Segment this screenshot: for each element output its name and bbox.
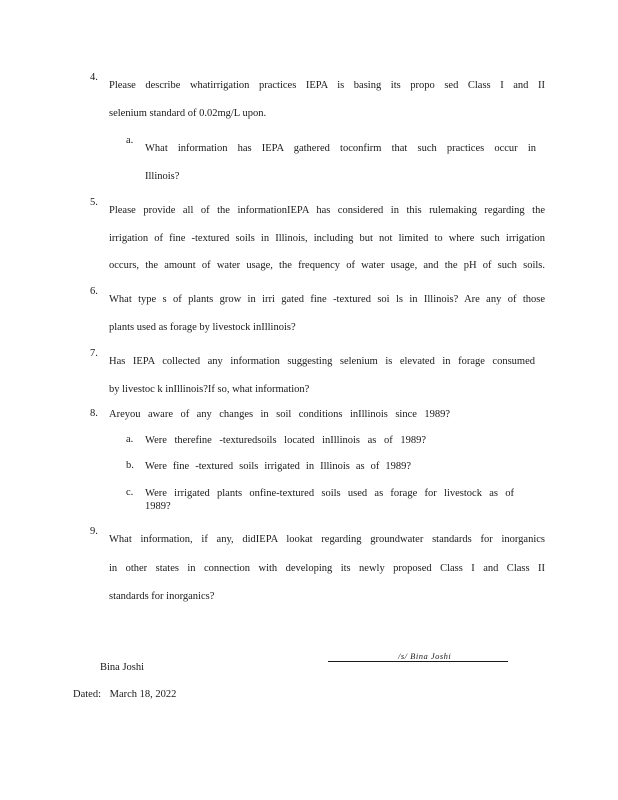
sub-line: Illinois? <box>145 171 180 182</box>
question-line: standards for inorganics? <box>109 591 215 602</box>
question-line: Please provide all of the informationIEPA has considered in this rulemaking regarding the <box>109 205 545 216</box>
sub-letter: a. <box>126 434 134 445</box>
dated-label: Dated: <box>73 689 101 700</box>
question-number: 8. <box>90 408 98 419</box>
question-number: 4. <box>90 72 98 83</box>
question-line: selenium standard of 0.02mg/L upon. <box>109 108 267 119</box>
sub-line: Were irrigated plants onfine-textured soils used as forage for livestock as of <box>145 488 514 499</box>
sub-letter: b. <box>126 460 134 471</box>
question-line: Please describe whatirrigation practices IEPA is basing its propo sed Class I and II <box>109 80 545 91</box>
signature-text: /s/ Bina Joshi <box>398 651 452 661</box>
sub-letter: c. <box>126 487 134 498</box>
question-line: plants used as forage by livestock inIllinois? <box>109 322 296 333</box>
sub-letter: a. <box>126 135 134 146</box>
question-number: 5. <box>90 197 98 208</box>
question-number: 9. <box>90 526 98 537</box>
question-line: in other states in connection with developing its newly proposed Class I and Class II <box>109 562 545 574</box>
question-line: occurs, the amount of water usage, the frequency of water usage, and the pH of such soils. <box>109 260 545 271</box>
question-line: What information, if any, didIEPA lookat regarding groundwater standards for inorganics <box>109 534 545 545</box>
signature-line <box>328 661 508 662</box>
sub-line: 1989? <box>145 501 171 512</box>
question-line: What type s of plants grow in irri gated fine -textured soi ls in Illinois? Are any of those <box>109 294 545 305</box>
sub-line: Were fine -textured soils irrigated in Illinois as of 1989? <box>145 461 411 472</box>
date-value: March 18, 2022 <box>109 689 177 700</box>
signer-name: Bina Joshi <box>100 662 145 673</box>
sub-line: Were therefine -texturedsoils located inIllinois as of 1989? <box>145 435 426 446</box>
dated-line <box>73 689 176 700</box>
question-number: 6. <box>90 286 98 297</box>
question-line: by livestoc k inIllinois?If so, what information? <box>109 384 310 395</box>
question-line: Has IEPA collected any information suggesting selenium is elevated in forage consumed <box>109 356 535 367</box>
question-number: 7. <box>90 348 98 359</box>
question-line: Areyou aware of any changes in soil conditions inIllinois since 1989? <box>109 409 450 420</box>
sub-line: What information has IEPA gathered toconfirm that such practices occur in <box>145 143 536 154</box>
question-line: irrigation of fine -textured soils in Illinois, including but not limited to where such irrigation <box>109 232 545 244</box>
